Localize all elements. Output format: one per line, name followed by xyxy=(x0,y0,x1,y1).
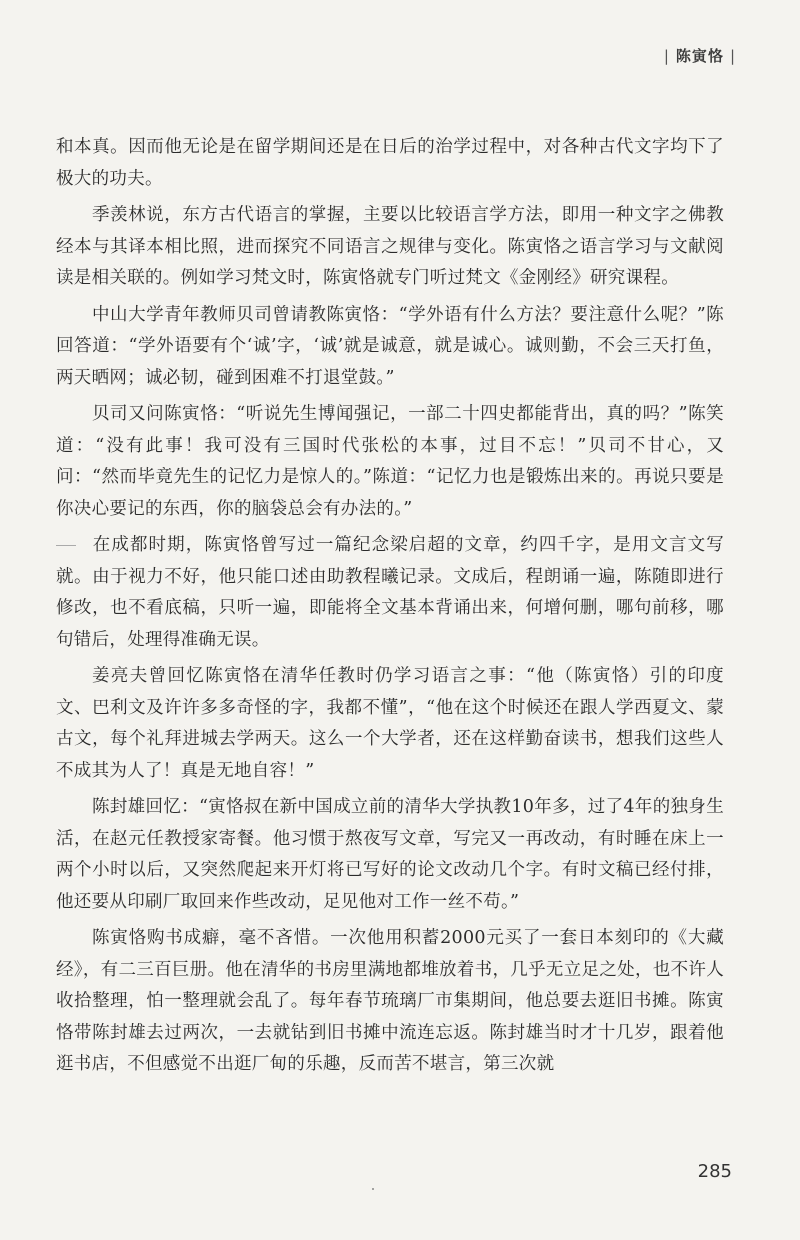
page-number: 285 xyxy=(697,1161,732,1182)
margin-dash-mark xyxy=(56,545,76,546)
paragraph: 陈寅恪购书成癖，毫不吝惜。一次他用积蓄2000元买了一套日本刻印的《大藏经》，有二三百巨册。他在清华的书房里满地都堆放着书，几乎无立足之处，也不许人收拾整理，怕一整理就会乱了。每年春节琉璃厂市集期间，他总要去逛旧书摊。陈寅恪带陈封雄去过两次，一去就钻到旧书摊中流连忘返。陈封雄当时才十几岁，跟着他逛书店，不但感觉不出逛厂甸的乐趣，反而苦不堪言，第三次就 xyxy=(56,928,724,1074)
running-header xyxy=(658,45,742,66)
header-left-bar: | xyxy=(663,47,670,65)
paragraph-with-margin-mark xyxy=(56,530,724,656)
paragraph: 季羡林说，东方古代语言的掌握，主要以比较语言学方法，即用一种文字之佛教经本与其译本相比照，进而探究不同语言之规律与变化。陈寅恪之语言学习与文献阅读是相关联的。例如学习梵文时，陈寅恪就专门听过梵文《金刚经》研究课程。 xyxy=(56,205,724,288)
paragraph: 贝司又问陈寅恪：“听说先生博闻强记，一部二十四史都能背出，真的吗？”陈笑道：“没有此事！我可没有三国时代张松的本事，过目不忘！”贝司不甘心，又问：“然而毕竟先生的记忆力是惊人的。”陈道：“记忆力也是锻炼出来的。再说只要是你决心要记的东西，你的脑袋总会有办法的。” xyxy=(56,404,724,519)
page-body xyxy=(56,132,724,1086)
paragraph: 中山大学青年教师贝司曾请教陈寅恪：“学外语有什么方法？要注意什么呢？”陈回答道：“学外语要有个‘诚’字，‘诚’就是诚意，就是诚心。诚则勤，不会三天打鱼，两天晒网；诚必韧，碰到困难不打退堂鼓。” xyxy=(56,304,724,388)
paragraph: 陈封雄回忆：“寅恪叔在新中国成立前的清华大学执教10年多，过了4年的独身生活，在赵元任教授家寄餐。他习惯于熬夜写文章，写完又一再改动，有时睡在床上一两个小时以后，又突然爬起来开灯将已写好的论文改动几个字。有时文稿已经付排，他还要从印刷厂取回来作些改动，足见他对工作一丝不苟。” xyxy=(56,797,724,912)
header-title: 陈寅恪 xyxy=(675,47,724,65)
paragraph-text: 在成都时期，陈寅恪曾写过一篇纪念梁启超的文章，约四千字，是用文言文写就。由于视力不好，他只能口述由助教程曦记录。文成后，程朗诵一遍，陈随即进行修改，也不看底稿，只听一遍，即能将全文基本背诵出来，何增何删，哪句前移，哪句错后，处理得准确无误。 xyxy=(56,535,724,650)
paragraph: 姜亮夫曾回忆陈寅恪在清华任教时仍学习语言之事：“他（陈寅恪）引的印度文、巴利文及许许多多奇怪的字，我都不懂”，“他在这个时候还在跟人学西夏文、蒙古文，每个礼拜进城去学两天。这么一个大学者，还在这样勤奋读书，想我们这些人不成其为人了！真是无地自容！” xyxy=(56,666,724,781)
print-speck xyxy=(372,1188,374,1190)
header-right-bar: | xyxy=(729,47,736,65)
paragraph-continued: 和本真。因而他无论是在留学期间还是在日后的治学过程中，对各种古代文字均下了极大的功夫。 xyxy=(56,137,724,189)
